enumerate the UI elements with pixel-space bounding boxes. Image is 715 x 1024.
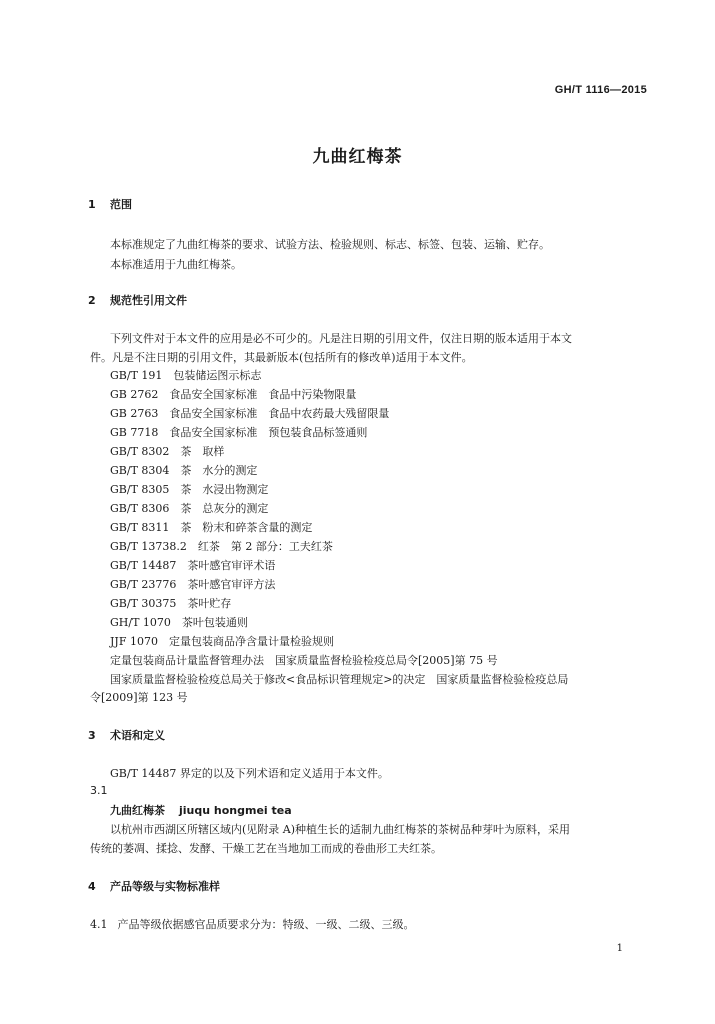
reference-item: JJF 1070 定量包装商品净含量计量检验规则 (110, 635, 334, 648)
reference-item: GB/T 8304 茶 水分的测定 (110, 464, 258, 477)
section-number: 3 (88, 729, 96, 742)
section-number: 4 (88, 880, 96, 893)
reference-item: GB 7718 食品安全国家标准 预包装食品标签通则 (110, 426, 368, 439)
paragraph: 下列文件对于本文件的应用是必不可少的。凡是注日期的引用文件，仅注日期的版本适用于本文 (110, 332, 572, 345)
reference-item: GB/T 8311 茶 粉末和碎茶含量的测定 (110, 521, 313, 534)
section-number: 1 (88, 198, 96, 211)
paragraph: 本标准规定了九曲红梅茶的要求、试验方法、检验规则、标志、标签、包装、运输、贮存。 (110, 238, 550, 251)
section-title: 规范性引用文件 (110, 294, 187, 307)
section-number: 2 (88, 294, 96, 307)
term-entry (110, 802, 292, 818)
section-3-heading (88, 727, 165, 743)
section-4-heading (88, 878, 220, 894)
reference-item: 定量包装商品计量监督管理办法 国家质量监督检验检疫总局令[2005]第 75 号 (110, 654, 498, 667)
reference-item: 国家质量监督检验检疫总局关于修改<食品标识管理规定>的决定 国家质量监督检验检疫总局 (110, 673, 569, 686)
clause-number: 4.1 (90, 918, 108, 931)
clause (90, 916, 415, 932)
paragraph: 件。凡是不注日期的引用文件，其最新版本(包括所有的修改单)适用于本文件。 (90, 351, 473, 364)
document-title: 九曲红梅茶 (312, 147, 403, 167)
page-number: 1 (616, 943, 623, 954)
paragraph: 本标准适用于九曲红梅茶。 (110, 258, 242, 271)
reference-item: GB/T 13738.2 红茶 第 2 部分：工夫红茶 (110, 540, 333, 553)
reference-item: GB/T 8302 茶 取样 (110, 445, 225, 458)
section-1-heading (88, 196, 132, 212)
term-chinese: 九曲红梅茶 (110, 804, 165, 817)
section-title: 术语和定义 (110, 729, 165, 742)
reference-item: GB/T 191 包装储运图示标志 (110, 369, 262, 382)
section-2-heading (88, 292, 187, 308)
term-english: jiuqu hongmei tea (179, 804, 292, 817)
definition: 传统的萎凋、揉捻、发酵、干燥工艺在当地加工而成的卷曲形工夫红茶。 (90, 842, 442, 855)
reference-item: GB/T 14487 茶叶感官审评术语 (110, 559, 276, 572)
standard-code: GH/T 1116—2015 (554, 84, 647, 96)
clause-text: 产品等级依据感官品质要求分为：特级、一级、二级、三级。 (117, 918, 415, 931)
reference-item: GB/T 23776 茶叶感官审评方法 (110, 578, 276, 591)
definition: 以杭州市西湖区所辖区域内(见附录 A)种植生长的适制九曲红梅茶的茶树品种芽叶为原料，采用 (110, 823, 571, 836)
reference-item: GB 2762 食品安全国家标准 食品中污染物限量 (110, 388, 357, 401)
paragraph: GB/T 14487 界定的以及下列术语和定义适用于本文件。 (110, 767, 389, 780)
section-title: 范围 (110, 198, 132, 211)
reference-item: GB 2763 食品安全国家标准 食品中农药最大残留限量 (110, 407, 390, 420)
reference-item: GB/T 8306 茶 总灰分的测定 (110, 502, 269, 515)
section-title: 产品等级与实物标准样 (110, 880, 220, 893)
reference-item: GB/T 8305 茶 水浸出物测定 (110, 483, 269, 496)
reference-item: 令[2009]第 123 号 (90, 691, 188, 704)
reference-item: GB/T 30375 茶叶贮存 (110, 597, 232, 610)
reference-item: GH/T 1070 茶叶包装通则 (110, 616, 248, 629)
clause-number: 3.1 (90, 784, 108, 797)
